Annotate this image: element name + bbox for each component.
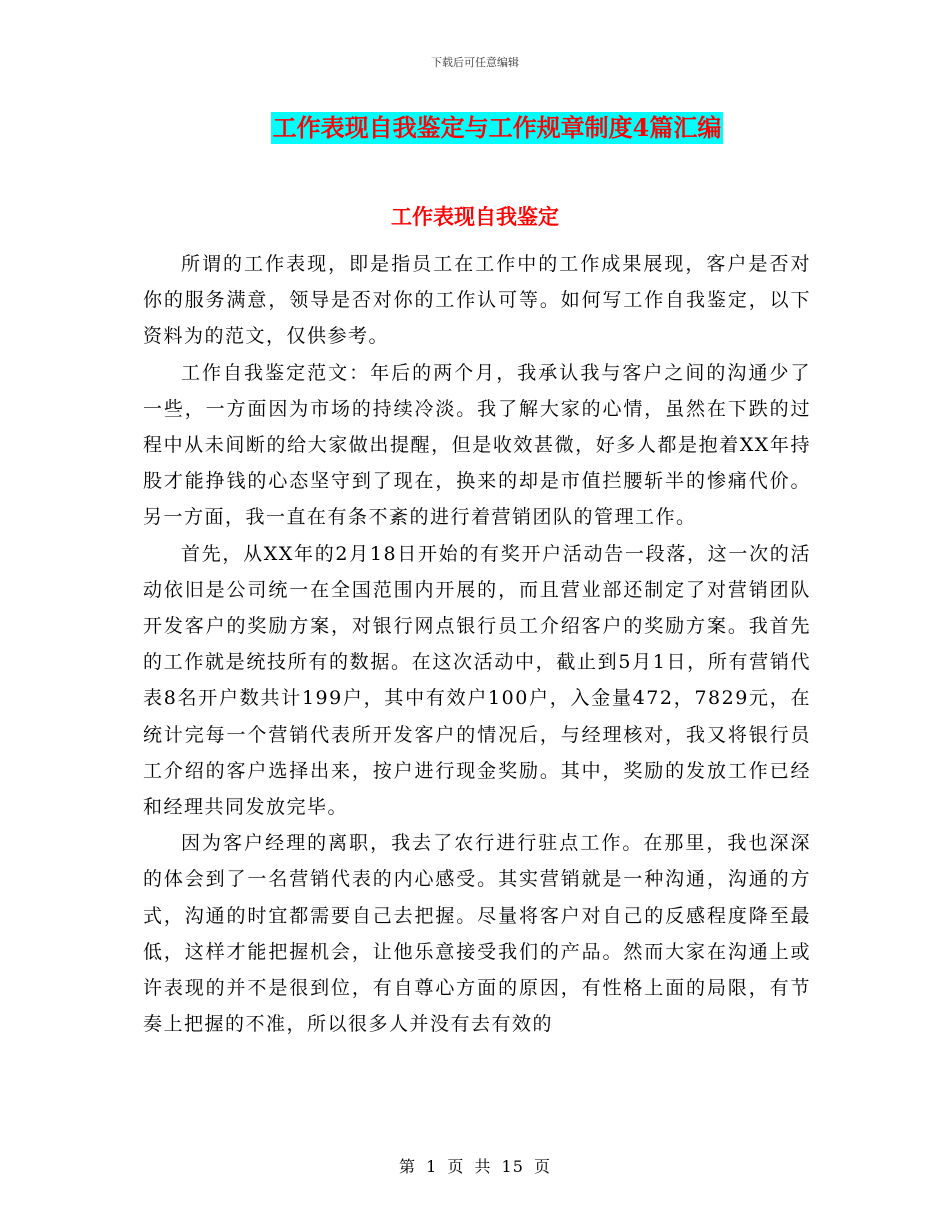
document-title-container [0, 112, 950, 144]
paragraph: 所谓的工作表现，即是指员工在工作中的工作成果展现，客户是否对你的服务满意，领导是否对你的工作认可等。如何写工作自我鉴定，以下资料为的范文，仅供参考。 [143, 253, 811, 348]
paragraph: 工作自我鉴定范文：年后的两个月，我承认我与客户之间的沟通少了一些，一方面因为市场的持续冷淡。我了解大家的心情，虽然在下跌的过程中从未间断的给大家做出提醒，但是收效甚微，好多人都是抱着XX年持股才能挣钱的心态坚守到了现在，换来的却是市值拦腰斩半的惨痛代价。另一方面，我一直在有条不紊的进行着营销团队的管理工作。 [143, 361, 811, 529]
document-body [143, 246, 811, 1042]
document-title: 工作表现自我鉴定与工作规章制度4篇汇编 [272, 113, 722, 142]
paragraph: 因为客户经理的离职，我去了农行进行驻点工作。在那里，我也深深的体会到了一名营销代表的内心感受。其实营销就是一种沟通，沟通的方式，沟通的时宜都需要自己去把握。尽量将客户对自己的反感程度降至最低，这样才能把握机会，让他乐意接受我们的产品。然而大家在沟通上或许表现的并不是很到位，有自尊心方面的原因，有性格上面的局限，有节奏上把握的不准，所以很多人并没有去有效的 [143, 832, 811, 1036]
page-number-footer: 第 1 页 共 15 页 [399, 1157, 551, 1176]
section-title: 工作表现自我鉴定 [391, 204, 559, 229]
header-note: 下载后可任意编辑 [431, 56, 519, 69]
paragraph: 首先，从XX年的2月18日开始的有奖开户活动告一段落，这一次的活动依旧是公司统一在全国范围内开展的，而且营业部还制定了对营销团队开发客户的奖励方案，对银行网点银行员工介绍客户的奖励方案。我首先的工作就是统技所有的数据。在这次活动中，截止到5月1日，所有营销代表8名开户数共计199户，其中有效户100户，入金量472，7829元，在统计完每一个营销代表所开发客户的情况后，与经理核对，我又将银行员工介绍的客户选择出来，按户进行现金奖励。其中，奖励的发放工作已经和经理共同发放完毕。 [143, 542, 811, 819]
